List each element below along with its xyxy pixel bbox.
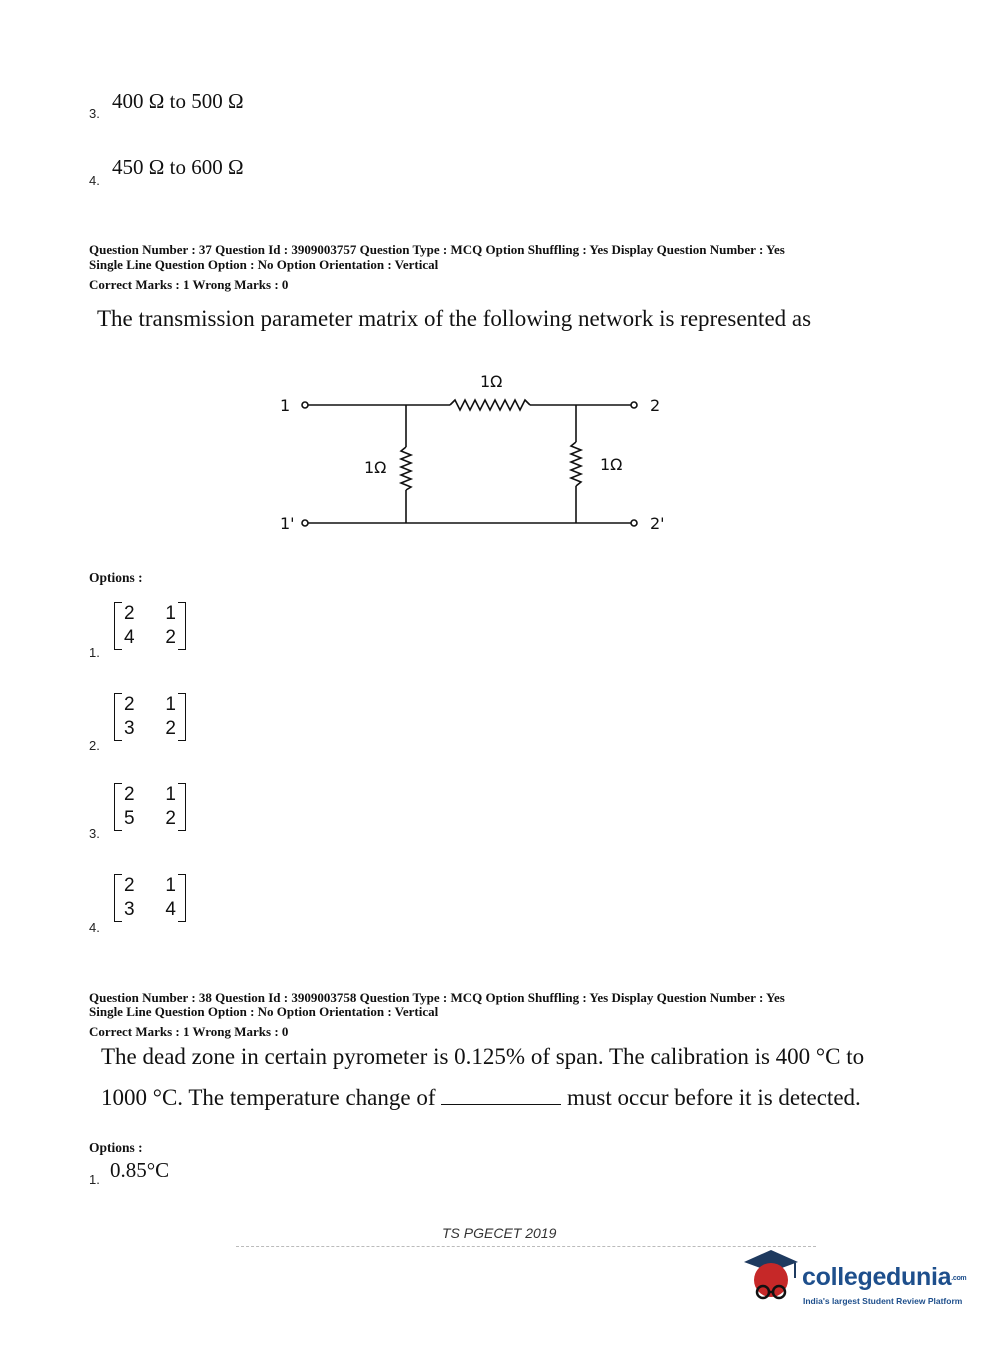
q38-question-line2-start: 1000 °C. The temperature change of — [101, 1085, 436, 1110]
left-shunt-label: 1Ω — [364, 458, 387, 477]
right-shunt-label: 1Ω — [600, 455, 623, 474]
matrix-right-bracket — [178, 874, 186, 922]
port-2p-terminal — [631, 520, 637, 526]
brand-suffix: .com — [951, 1274, 967, 1282]
port-2p-label: 2' — [650, 514, 665, 533]
q38-option-1-number: 1. — [89, 1172, 100, 1187]
port-2-label: 2 — [650, 396, 661, 415]
series-resistor-zigzag — [450, 400, 530, 410]
matrix-cell: 2 — [124, 875, 135, 896]
q37-option-2-matrix[interactable] — [114, 693, 186, 741]
q38-options-label: Options : — [89, 1140, 143, 1155]
q38-meta-line1: Question Number : 38 Question Id : 3909003758 Question Type : MCQ Option Shuffling : Yes Display Question Number : Yes — [89, 990, 785, 1005]
matrix-cell: 1 — [165, 875, 176, 896]
matrix-cell: 2 — [165, 627, 176, 648]
matrix-right-bracket — [178, 783, 186, 831]
right-shunt-resistor-zigzag — [571, 442, 581, 486]
matrix-cell: 2 — [124, 784, 135, 805]
brand-name-text: collegedunia — [802, 1263, 952, 1291]
prev-option-3-number: 3. — [89, 106, 100, 121]
matrix-cell: 3 — [124, 899, 135, 920]
q37-option-1-matrix[interactable] — [114, 602, 186, 650]
matrix-cell: 1 — [165, 784, 176, 805]
matrix-cell: 2 — [124, 603, 135, 624]
fill-in-blank — [441, 1086, 561, 1105]
matrix-cell: 1 — [165, 694, 176, 715]
matrix-cell: 3 — [124, 718, 135, 739]
matrix-left-bracket — [114, 874, 122, 922]
matrix-right-bracket — [178, 602, 186, 650]
matrix-cell: 2 — [165, 808, 176, 829]
port-1p-terminal — [302, 520, 308, 526]
prev-option-3-text: 400 Ω to 500 Ω — [112, 89, 244, 113]
q37-option-4-number: 4. — [89, 920, 100, 935]
brand-name — [802, 1263, 966, 1292]
matrix-cell: 2 — [124, 694, 135, 715]
port-1-label: 1 — [280, 396, 291, 415]
q37-option-3-number: 3. — [89, 826, 100, 841]
mascot-logo-icon — [740, 1246, 802, 1308]
q37-option-3-matrix[interactable] — [114, 783, 186, 831]
q38-marks: Correct Marks : 1 Wrong Marks : 0 — [89, 1024, 289, 1039]
series-resistor-label: 1Ω — [480, 372, 503, 391]
q38-question-line2 — [101, 1085, 861, 1111]
q37-option-1-number: 1. — [89, 645, 100, 660]
prev-option-4-text: 450 Ω to 600 Ω — [112, 155, 244, 179]
matrix-cell: 4 — [124, 627, 135, 648]
left-shunt-resistor-zigzag — [401, 447, 411, 490]
q37-question-text: The transmission parameter matrix of the following network is represented as — [97, 306, 812, 331]
matrix-right-bracket — [178, 693, 186, 741]
matrix-left-bracket — [114, 783, 122, 831]
q37-meta-line1: Question Number : 37 Question Id : 3909003757 Question Type : MCQ Option Shuffling : Yes Display Question Number : Yes — [89, 242, 785, 257]
q37-options-label: Options : — [89, 570, 143, 585]
brand-tagline: India's largest Student Review Platform — [803, 1296, 963, 1306]
q38-meta-line2: Single Line Question Option : No Option Orientation : Vertical — [89, 1004, 439, 1019]
port-2-terminal — [631, 402, 637, 408]
q38-question-line1: The dead zone in certain pyrometer is 0.125% of span. The calibration is 400 °C to — [101, 1044, 865, 1069]
footer-exam-title: TS PGECET 2019 — [442, 1225, 557, 1241]
matrix-cell: 1 — [165, 603, 176, 624]
q37-marks: Correct Marks : 1 Wrong Marks : 0 — [89, 277, 289, 292]
q37-option-2-number: 2. — [89, 738, 100, 753]
circuit-diagram — [270, 362, 690, 542]
matrix-left-bracket — [114, 693, 122, 741]
q37-meta-line2: Single Line Question Option : No Option Orientation : Vertical — [89, 257, 439, 272]
port-1p-label: 1' — [280, 514, 295, 533]
matrix-left-bracket — [114, 602, 122, 650]
matrix-cell: 5 — [124, 808, 135, 829]
q37-option-4-matrix[interactable] — [114, 874, 186, 922]
prev-option-4-number: 4. — [89, 173, 100, 188]
port-1-terminal — [302, 402, 308, 408]
matrix-cell: 2 — [165, 718, 176, 739]
q38-question-line2-end: must occur before it is detected. — [567, 1085, 861, 1110]
footer-divider — [236, 1246, 816, 1247]
q38-option-1-text[interactable]: 0.85°C — [110, 1158, 170, 1182]
matrix-cell: 4 — [165, 899, 176, 920]
